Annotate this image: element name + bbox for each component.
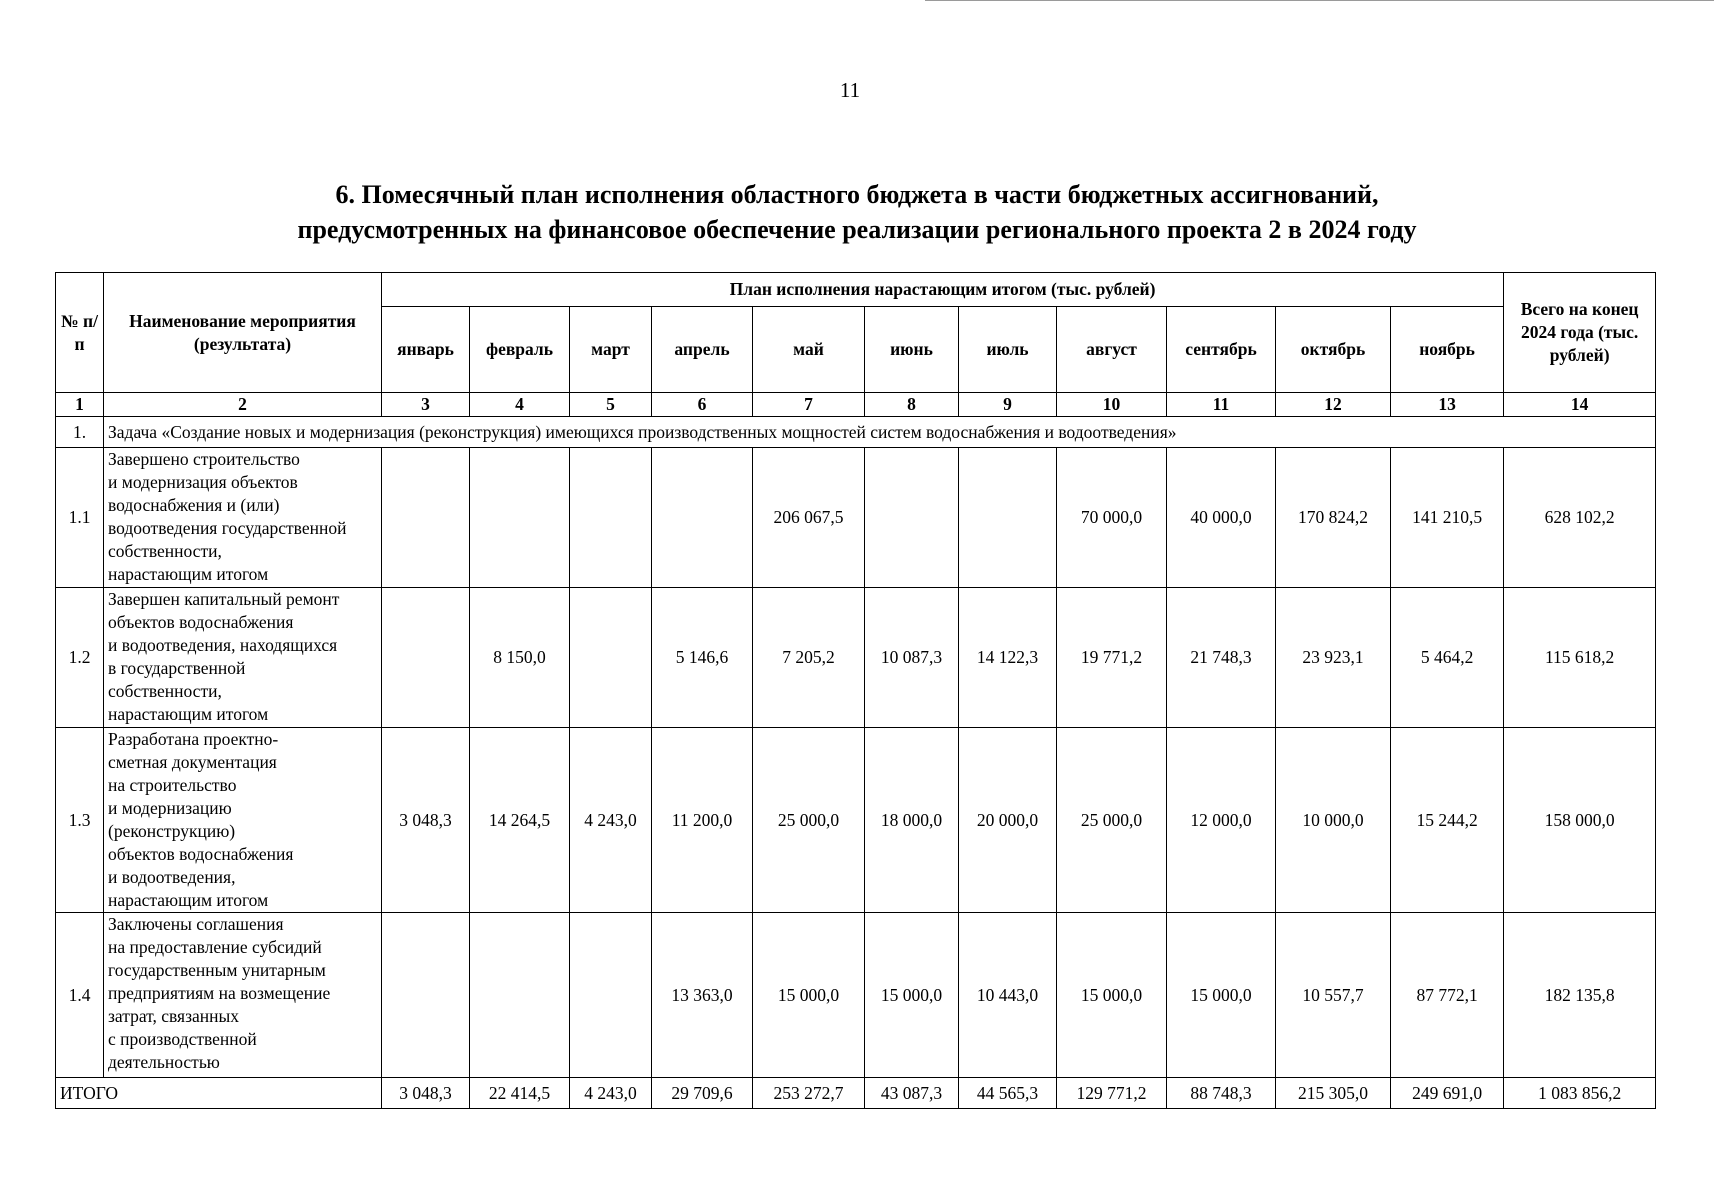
row-value: 11 200,0 — [652, 728, 753, 913]
total-value: 88 748,3 — [1167, 1078, 1276, 1109]
row-value: 15 000,0 — [1167, 913, 1276, 1078]
row-value — [470, 448, 570, 588]
table-row — [56, 448, 1656, 588]
column-number: 8 — [865, 393, 959, 417]
row-number: 1.3 — [56, 728, 104, 913]
row-name-line: собственности, — [108, 681, 222, 701]
row-value — [570, 588, 652, 728]
row-name-line: и модернизация объектов — [108, 472, 298, 492]
row-name — [104, 913, 382, 1078]
row-value — [382, 448, 470, 588]
column-number: 3 — [382, 393, 470, 417]
task-row — [56, 417, 1656, 448]
total-value: 1 083 856,2 — [1504, 1078, 1656, 1109]
total-value: 4 243,0 — [570, 1078, 652, 1109]
page-number: 11 — [839, 78, 861, 102]
column-number: 4 — [470, 393, 570, 417]
row-value: 14 122,3 — [959, 588, 1057, 728]
column-number: 6 — [652, 393, 753, 417]
header-name: Наименование мероприятия (результата) — [104, 273, 382, 393]
row-value: 18 000,0 — [865, 728, 959, 913]
row-name-line: Разработана проектно- — [108, 729, 279, 749]
row-name-line: водоснабжения и (или) — [108, 495, 280, 515]
total-value: 3 048,3 — [382, 1078, 470, 1109]
row-name — [104, 448, 382, 588]
row-name-line: нарастающим итогом — [108, 890, 269, 910]
row-name-line: Заключены соглашения — [108, 914, 284, 934]
row-value: 8 150,0 — [470, 588, 570, 728]
row-value: 87 772,1 — [1391, 913, 1504, 1078]
row-name-line: с производственной — [108, 1029, 257, 1049]
total-value: 43 087,3 — [865, 1078, 959, 1109]
header-month: июнь — [865, 307, 959, 393]
row-value: 10 443,0 — [959, 913, 1057, 1078]
row-name-line: и водоотведения, находящихся — [108, 635, 338, 655]
task-text: Задача «Создание новых и модернизация (реконструкция) имеющихся производственных мощностей систем водоснабжения и водоотведения» — [104, 417, 1656, 448]
column-number: 14 — [1504, 393, 1656, 417]
row-value — [382, 913, 470, 1078]
table-row — [56, 728, 1656, 913]
document-title-line-2: предусмотренных на финансовое обеспечение реализации регионального проекта 2 в 2024 году — [297, 215, 1417, 244]
row-value: 15 000,0 — [1057, 913, 1167, 1078]
total-value: 129 771,2 — [1057, 1078, 1167, 1109]
row-name-line: (реконструкцию) — [108, 821, 236, 841]
row-value: 20 000,0 — [959, 728, 1057, 913]
header-month: октябрь — [1276, 307, 1391, 393]
column-number: 5 — [570, 393, 652, 417]
row-name-line: государственным унитарным — [108, 960, 326, 980]
column-number: 11 — [1167, 393, 1276, 417]
row-number: 1.2 — [56, 588, 104, 728]
header-month: апрель — [652, 307, 753, 393]
row-value: 15 000,0 — [865, 913, 959, 1078]
row-value — [865, 448, 959, 588]
row-number: 1.4 — [56, 913, 104, 1078]
row-name-line: затрат, связанных — [108, 1006, 240, 1026]
row-name-line: нарастающим итогом — [108, 704, 269, 724]
row-value: 40 000,0 — [1167, 448, 1276, 588]
header-month: март — [570, 307, 652, 393]
row-value: 206 067,5 — [753, 448, 865, 588]
row-name-line: объектов водоснабжения — [108, 844, 294, 864]
row-value — [570, 913, 652, 1078]
total-row — [56, 1078, 1656, 1109]
total-value: 22 414,5 — [470, 1078, 570, 1109]
column-number: 7 — [753, 393, 865, 417]
row-name — [104, 588, 382, 728]
row-name-line: Завершено строительство — [108, 449, 300, 469]
row-value: 115 618,2 — [1504, 588, 1656, 728]
row-number: 1.1 — [56, 448, 104, 588]
document-title-line-1: 6. Помесячный план исполнения областного бюджета в части бюджетных ассигнований, — [335, 180, 1379, 209]
total-value: 215 305,0 — [1276, 1078, 1391, 1109]
row-name-line: сметная документация — [108, 752, 277, 772]
budget-plan-table — [55, 272, 1656, 1109]
row-value: 70 000,0 — [1057, 448, 1167, 588]
header-month: январь — [382, 307, 470, 393]
header-total: Всего на конец 2024 года (тыс. рублей) — [1504, 273, 1656, 393]
header-month: ноябрь — [1391, 307, 1504, 393]
row-name-line: Завершен капитальный ремонт — [108, 589, 340, 609]
row-name-line: нарастающим итогом — [108, 564, 269, 584]
row-value: 5 464,2 — [1391, 588, 1504, 728]
row-value — [959, 448, 1057, 588]
row-value: 12 000,0 — [1167, 728, 1276, 913]
row-value: 19 771,2 — [1057, 588, 1167, 728]
row-name-line: в государственной — [108, 658, 246, 678]
row-value — [652, 448, 753, 588]
row-value: 5 146,6 — [652, 588, 753, 728]
row-value: 628 102,2 — [1504, 448, 1656, 588]
column-number: 1 — [56, 393, 104, 417]
header-num: № п/п — [56, 273, 104, 393]
column-number: 2 — [104, 393, 382, 417]
scan-edge-line — [925, 0, 1714, 1]
row-value: 14 264,5 — [470, 728, 570, 913]
total-label: ИТОГО — [56, 1078, 382, 1109]
total-value: 253 272,7 — [753, 1078, 865, 1109]
column-number: 13 — [1391, 393, 1504, 417]
row-value — [570, 448, 652, 588]
row-value: 4 243,0 — [570, 728, 652, 913]
row-name-line: и водоотведения, — [108, 867, 236, 887]
row-name-line: предприятиям на возмещение — [108, 983, 331, 1003]
row-value: 13 363,0 — [652, 913, 753, 1078]
column-number: 10 — [1057, 393, 1167, 417]
row-name-line: собственности, — [108, 541, 222, 561]
column-number: 9 — [959, 393, 1057, 417]
row-value: 3 048,3 — [382, 728, 470, 913]
row-name — [104, 728, 382, 913]
column-number: 12 — [1276, 393, 1391, 417]
table-row — [56, 588, 1656, 728]
row-value: 10 557,7 — [1276, 913, 1391, 1078]
row-value: 141 210,5 — [1391, 448, 1504, 588]
total-value: 29 709,6 — [652, 1078, 753, 1109]
header-month: февраль — [470, 307, 570, 393]
row-value: 15 244,2 — [1391, 728, 1504, 913]
row-value: 25 000,0 — [753, 728, 865, 913]
row-value: 10 000,0 — [1276, 728, 1391, 913]
row-value: 25 000,0 — [1057, 728, 1167, 913]
row-value: 15 000,0 — [753, 913, 865, 1078]
row-value: 170 824,2 — [1276, 448, 1391, 588]
table-row — [56, 913, 1656, 1078]
row-name-line: водоотведения государственной — [108, 518, 347, 538]
row-value: 23 923,1 — [1276, 588, 1391, 728]
header-month: июль — [959, 307, 1057, 393]
total-value: 44 565,3 — [959, 1078, 1057, 1109]
header-month: сентябрь — [1167, 307, 1276, 393]
row-name-line: на строительство — [108, 775, 237, 795]
total-value: 249 691,0 — [1391, 1078, 1504, 1109]
row-name-line: на предоставление субсидий — [108, 937, 322, 957]
column-number-row — [56, 393, 1656, 417]
row-value: 158 000,0 — [1504, 728, 1656, 913]
header-month: май — [753, 307, 865, 393]
row-value: 21 748,3 — [1167, 588, 1276, 728]
row-value — [382, 588, 470, 728]
row-value — [470, 913, 570, 1078]
header-plan-group: План исполнения нарастающим итогом (тыс. рублей) — [382, 273, 1504, 307]
task-num: 1. — [56, 417, 104, 448]
row-name-line: деятельностью — [108, 1052, 220, 1072]
row-value: 7 205,2 — [753, 588, 865, 728]
header-month: август — [1057, 307, 1167, 393]
row-value: 10 087,3 — [865, 588, 959, 728]
row-value: 182 135,8 — [1504, 913, 1656, 1078]
row-name-line: и модернизацию — [108, 798, 232, 818]
row-name-line: объектов водоснабжения — [108, 612, 294, 632]
